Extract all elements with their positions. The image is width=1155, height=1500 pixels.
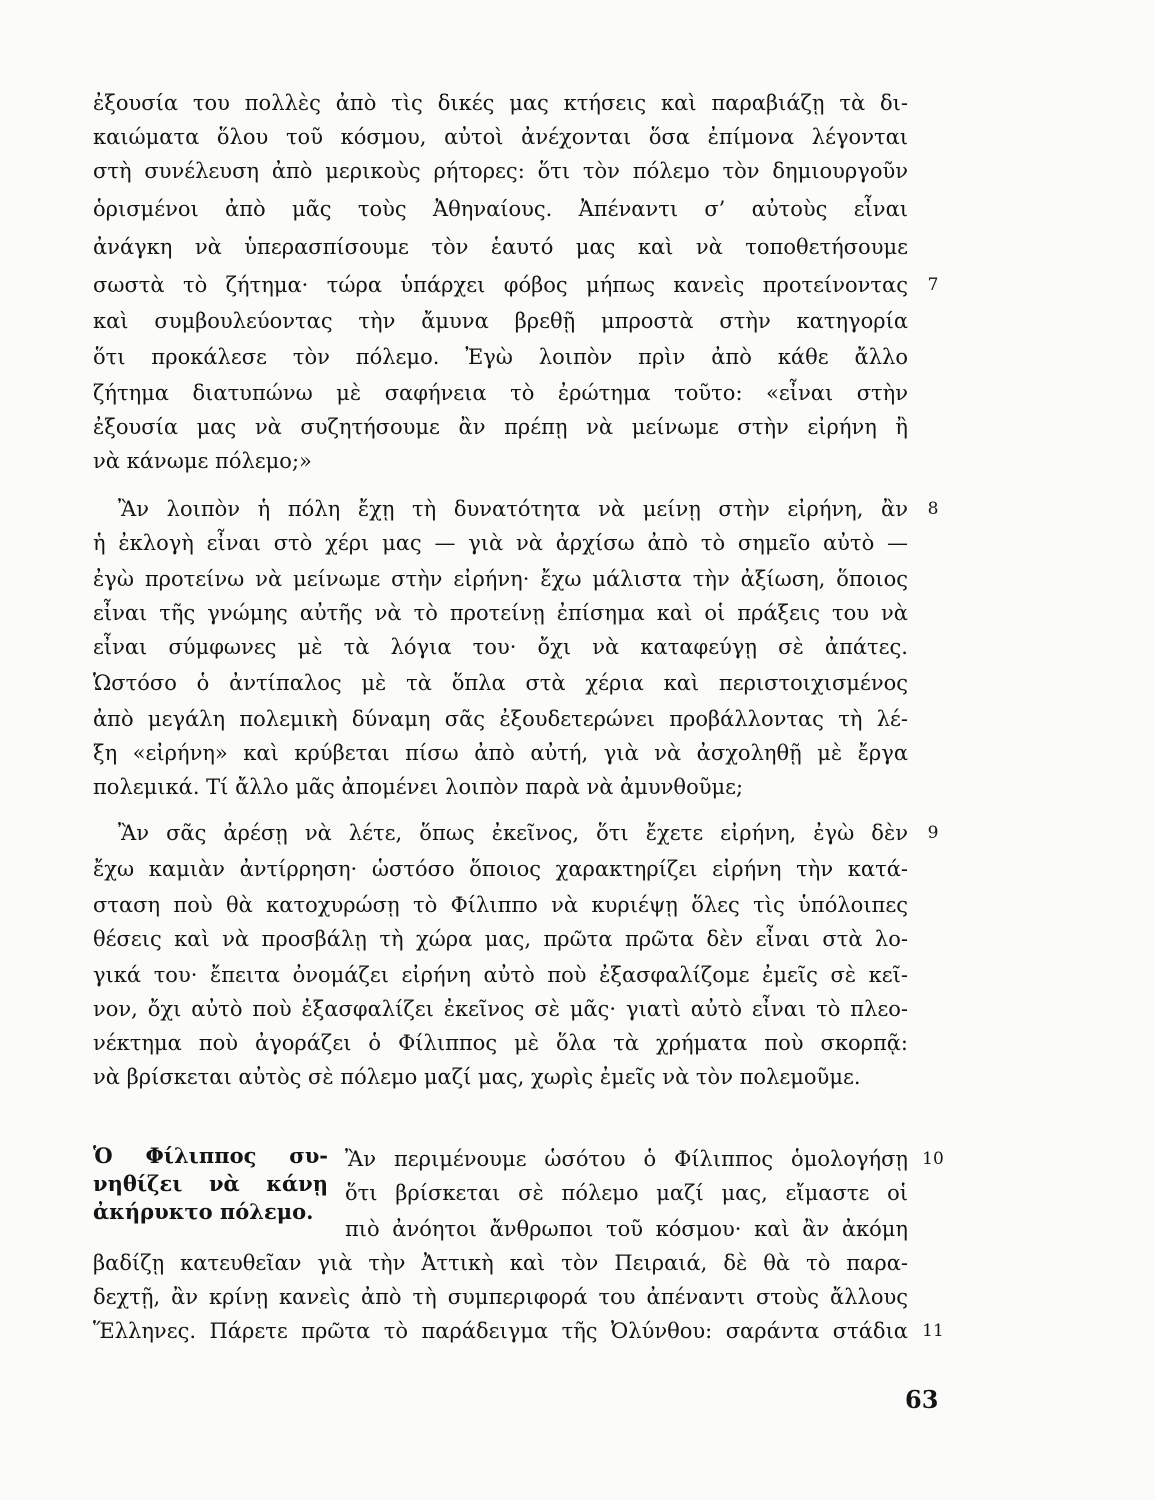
text-line: θέσεις καὶ νὰ προσβάλῃ τὴ χώρα μας, πρῶτα πρῶτα δὲν εἶναι στὰ λο- (93, 927, 908, 951)
section-number: 8 (927, 499, 939, 519)
marginal-heading-line: ἀκήρυκτο πόλεμο. (93, 1199, 314, 1224)
text-line: καιώματα ὅλου τοῦ κόσμου, αὐτοὶ ἀνέχονται ὅσα ἐπίμονα λέγονται (93, 125, 908, 149)
text-line: ἐγὼ προτείνω νὰ μείνωμε στὴν εἰρήνη· ἔχω μάλιστα τὴν ἀξίωση, ὅποιος (93, 567, 908, 591)
text-line: ὅτι προκάλεσε τὸν πόλεμο. Ἐγὼ λοιπὸν πρὶν ἀπὸ κάθε ἄλλο (93, 345, 908, 369)
text-line: ἐξουσία του πολλὲς ἀπὸ τὶς δικές μας κτήσεις καὶ παραβιάζῃ τὰ δι- (93, 91, 908, 115)
marginal-heading (93, 1142, 328, 1226)
text-line: δεχτῇ, ἂν κρίνῃ κανεὶς ἀπὸ τὴ συμπεριφορά του ἀπέναντι στοὺς ἄλλους (93, 1285, 908, 1309)
text-line: νὰ βρίσκεται αὐτὸς σὲ πόλεμο μαζί μας, χωρὶς ἐμεῖς νὰ τὸν πολεμοῦμε. (93, 1065, 861, 1089)
text-line: σωστὰ τὸ ζήτημα· τώρα ὑπάρχει φόβος μήπως κανεὶς προτείνοντας (93, 273, 908, 297)
text-line: ἐξουσία μας νὰ συζητήσουμε ἂν πρέπῃ νὰ μείνωμε στὴν εἰρήνη ἢ (93, 415, 908, 439)
text-line: στὴ συνέλευση ἀπὸ μερικοὺς ρήτορες: ὅτι τὸν πόλεμο τὸν δημιουργοῦν (93, 159, 908, 183)
text-line: εἶναι σύμφωνες μὲ τὰ λόγια του· ὄχι νὰ καταφεύγῃ σὲ ἀπάτες. (93, 635, 908, 659)
text-line: ἀπὸ μεγάλη πολεμικὴ δύναμη σᾶς ἐξουδετερώνει προβάλλοντας τὴ λέ- (93, 707, 908, 731)
text-line: ξη «εἰρήνη» καὶ κρύβεται πίσω ἀπὸ αὐτή, γιὰ νὰ ἀσχοληθῇ μὲ ἔργα (93, 741, 908, 765)
marginal-heading-line: Ὁ Φίλιππος συ- (93, 1143, 328, 1168)
text-line: ζήτημα διατυπώνω μὲ σαφήνεια τὸ ἐρώτημα τοῦτο: «εἶναι στὴν (93, 381, 908, 405)
text-line: γικά του· ἔπειτα ὀνομάζει εἰρήνη αὐτὸ ποὺ ἐξασφαλίζομε ἐμεῖς σὲ κεῖ- (93, 963, 908, 987)
text-line: Ἂν περιμένουμε ὡσότου ὁ Φίλιππος ὁμολογήσῃ (345, 1147, 908, 1171)
section-number: 9 (927, 823, 939, 843)
text-line: πολεμικά. Τί ἄλλο μᾶς ἀπομένει λοιπὸν παρὰ νὰ ἀμυνθοῦμε; (93, 775, 744, 799)
text-line: Ἂν σᾶς ἀρέσῃ νὰ λέτε, ὅπως ἐκεῖνος, ὅτι ἔχετε εἰρήνη, ἐγὼ δὲν (118, 821, 908, 845)
text-line: Ἕλληνες. Πάρετε πρῶτα τὸ παράδειγμα τῆς Ὀλύνθου: σαράντα στάδια (93, 1319, 908, 1343)
text-line: ἀνάγκη νὰ ὑπερασπίσουμε τὸν ἑαυτό μας καὶ νὰ τοποθετήσουμε (93, 235, 908, 259)
text-line: ἡ ἐκλογὴ εἶναι στὸ χέρι μας — γιὰ νὰ ἀρχίσω ἀπὸ τὸ σημεῖο αὐτὸ — (93, 531, 908, 555)
text-line: εἶναι τῆς γνώμης αὐτῆς νὰ τὸ προτείνῃ ἐπίσημα καὶ οἱ πράξεις του νὰ (93, 601, 908, 625)
text-line: ὅτι βρίσκεται σὲ πόλεμο μαζί μας, εἴμαστε οἱ (345, 1181, 908, 1205)
text-line: νέκτημα ποὺ ἀγοράζει ὁ Φίλιππος μὲ ὅλα τὰ χρήματα ποὺ σκορπᾷ: (93, 1031, 908, 1055)
text-line: βαδίζῃ κατευθεῖαν γιὰ τὴν Ἀττικὴ καὶ τὸν Πειραιά, δὲ θὰ τὸ παρα- (93, 1251, 908, 1275)
marginal-heading-line: νηθίζει νὰ κάνῃ (93, 1171, 328, 1196)
text-line: Ἂν λοιπὸν ἡ πόλη ἔχῃ τὴ δυνατότητα νὰ μείνῃ στὴν εἰρήνη, ἂν (118, 497, 908, 521)
text-line: καὶ συμβουλεύοντας τὴν ἄμυνα βρεθῇ μπροστὰ στὴν κατηγορία (93, 309, 908, 333)
section-number: 11 (922, 1321, 944, 1341)
page-number: 63 (905, 1385, 939, 1414)
text-line: νον, ὄχι αὐτὸ ποὺ ἐξασφαλίζει ἐκεῖνος σὲ μᾶς· γιατὶ αὐτὸ εἶναι τὸ πλεο- (93, 997, 908, 1021)
text-line: ὁρισμένοι ἀπὸ μᾶς τοὺς Ἀθηναίους. Ἀπέναντι σ’ αὐτοὺς εἶναι (93, 197, 908, 221)
text-line: ἔχω καμιὰν ἀντίρρηση· ὡστόσο ὅποιος χαρακτηρίζει εἰρήνη τὴν κατά- (93, 857, 908, 881)
section-number: 10 (922, 1149, 944, 1169)
section-number: 7 (927, 275, 939, 295)
text-line: σταση ποὺ θὰ κατοχυρώσῃ τὸ Φίλιππο νὰ κυριέψῃ ὅλες τὶς ὑπόλοιπες (93, 893, 908, 917)
text-line: πιὸ ἀνόητοι ἄνθρωποι τοῦ κόσμου· καὶ ἂν ἀκόμη (345, 1217, 908, 1241)
text-line: Ὡστόσο ὁ ἀντίπαλος μὲ τὰ ὅπλα στὰ χέρια καὶ περιστοιχισμένος (93, 671, 908, 695)
text-line: νὰ κάνωμε πόλεμο;» (93, 449, 312, 473)
